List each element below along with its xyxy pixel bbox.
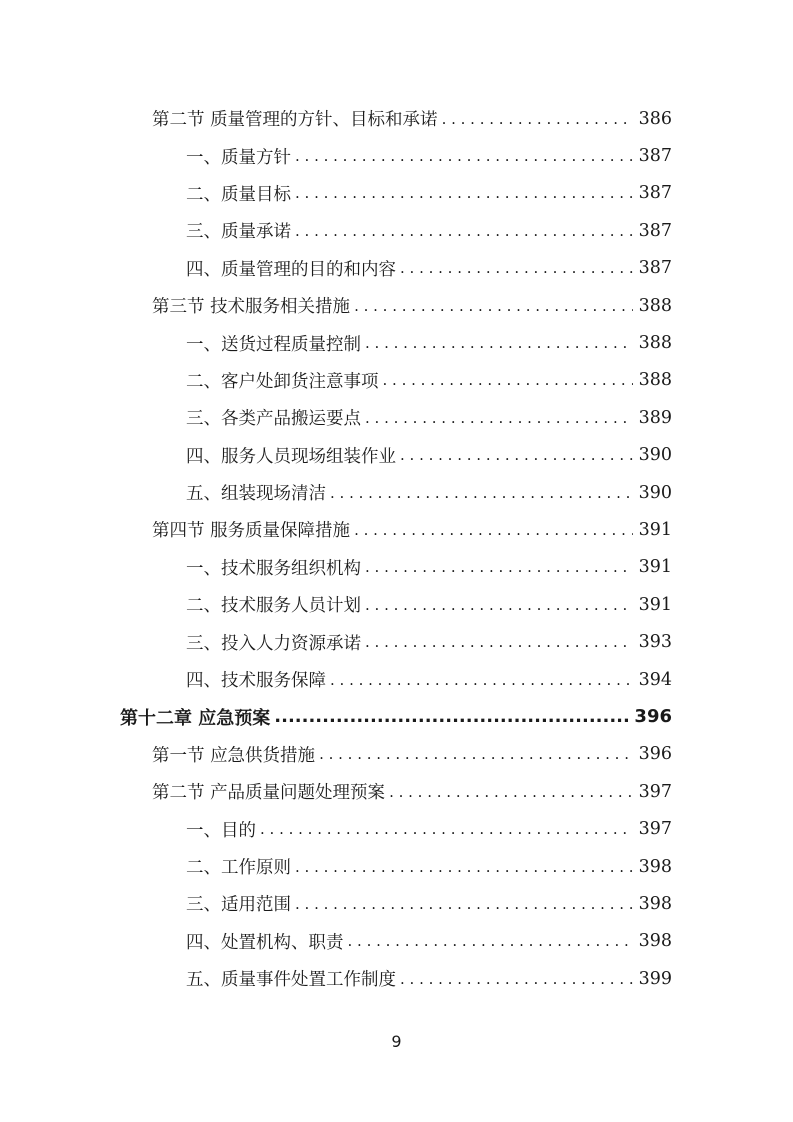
toc-entry-title: 二、工作原则 — [186, 858, 291, 878]
toc-entry-page: 387 — [638, 258, 672, 279]
dot-leader — [389, 783, 633, 801]
toc-entry-page: 397 — [638, 781, 672, 802]
dot-leader — [365, 633, 633, 651]
toc-entry-section[interactable] — [0, 736, 672, 773]
toc-entry-item[interactable] — [0, 810, 672, 847]
toc-entry-title: 第十二章 应急预案 — [120, 707, 271, 729]
dot-leader — [365, 596, 633, 614]
toc-entry-title: 四、技术服务保障 — [186, 671, 326, 692]
dot-leader — [383, 371, 633, 389]
toc-entry-section[interactable] — [0, 100, 672, 137]
toc-entry-title: 三、投入人力资源承诺 — [186, 633, 361, 654]
toc-entry-item[interactable] — [0, 623, 672, 660]
dot-leader — [330, 484, 633, 502]
toc-entry-chapter[interactable] — [0, 698, 672, 735]
toc-entry-page: 388 — [638, 333, 672, 354]
dot-leader — [295, 895, 633, 913]
toc-entry-title: 四、质量管理的目的和内容 — [186, 259, 396, 280]
toc-entry-title: 一、技术服务组织机构 — [186, 558, 361, 579]
toc-entry-page: 398 — [638, 931, 672, 952]
toc-entry-title: 第一节 应急供货措施 — [152, 745, 316, 766]
dot-leader — [295, 858, 633, 876]
toc-entry-page: 391 — [638, 557, 672, 578]
dot-leader — [354, 297, 633, 315]
toc-entry-page: 387 — [638, 146, 672, 167]
toc-entry-page: 387 — [638, 220, 672, 241]
toc-entry-page: 390 — [638, 482, 672, 503]
toc-entry-item[interactable] — [0, 661, 672, 698]
toc-entry-page: 396 — [638, 744, 672, 765]
toc-entry-title: 一、送货过程质量控制 — [186, 334, 361, 355]
toc-entry-title: 二、技术服务人员计划 — [186, 596, 361, 617]
dot-leader — [260, 820, 633, 838]
dot-leader — [400, 446, 633, 464]
toc-entry-item[interactable] — [0, 923, 672, 960]
toc-entry-title: 四、服务人员现场组装作业 — [186, 446, 396, 467]
dot-leader — [274, 706, 628, 727]
toc-entry-item[interactable] — [0, 549, 672, 586]
toc-entry-title: 三、适用范围 — [186, 895, 291, 916]
toc-entry-item[interactable] — [0, 885, 672, 922]
page-number: 9 — [391, 1032, 402, 1051]
toc-entry-item[interactable] — [0, 474, 672, 511]
toc-entry-page: 391 — [638, 519, 672, 540]
toc-entry-title: 二、质量目标 — [186, 184, 291, 205]
dot-leader — [319, 745, 633, 763]
dot-leader — [348, 932, 633, 950]
toc-entry-item[interactable] — [0, 175, 672, 212]
dot-leader — [295, 184, 633, 202]
toc-entry-item[interactable] — [0, 437, 672, 474]
toc-entry-item[interactable] — [0, 586, 672, 623]
toc-entry-item[interactable] — [0, 324, 672, 361]
dot-leader — [442, 110, 633, 128]
toc-entry-title: 三、质量承诺 — [186, 222, 291, 243]
toc-entry-title: 一、质量方针 — [186, 147, 291, 168]
dot-leader — [295, 147, 633, 165]
toc-entry-title: 三、各类产品搬运要点 — [186, 409, 361, 430]
dot-leader — [295, 222, 633, 240]
dot-leader — [354, 521, 633, 539]
toc-entry-item[interactable] — [0, 399, 672, 436]
toc-entry-title: 五、质量事件处置工作制度 — [186, 970, 396, 991]
toc-entry-page: 391 — [638, 594, 672, 615]
table-of-contents — [0, 100, 793, 997]
toc-entry-item[interactable] — [0, 250, 672, 287]
toc-entry-item[interactable] — [0, 960, 672, 997]
toc-entry-title: 第二节 产品质量问题处理预案 — [152, 783, 386, 804]
toc-entry-page: 398 — [638, 893, 672, 914]
toc-entry-page: 390 — [638, 445, 672, 466]
dot-leader — [365, 334, 633, 352]
toc-entry-item[interactable] — [0, 362, 672, 399]
toc-entry-page: 389 — [638, 407, 672, 428]
toc-entry-title: 四、处置机构、职责 — [186, 932, 344, 953]
toc-entry-page: 396 — [634, 706, 672, 728]
dot-leader — [400, 259, 633, 277]
toc-entry-page: 398 — [638, 856, 672, 877]
dot-leader — [365, 409, 633, 427]
toc-entry-page: 394 — [638, 669, 672, 690]
toc-entry-item[interactable] — [0, 848, 672, 885]
toc-entry-title: 一、目的 — [186, 820, 256, 841]
toc-entry-item[interactable] — [0, 212, 672, 249]
toc-entry-section[interactable] — [0, 287, 672, 324]
toc-entry-title: 第二节 质量管理的方针、目标和承诺 — [152, 110, 438, 131]
toc-entry-title: 第四节 服务质量保障措施 — [152, 521, 351, 542]
toc-entry-page: 393 — [638, 632, 672, 653]
toc-entry-page: 386 — [638, 108, 672, 129]
toc-entry-page: 387 — [638, 183, 672, 204]
toc-entry-page: 388 — [638, 370, 672, 391]
toc-entry-title: 二、客户处卸货注意事项 — [186, 371, 379, 392]
dot-leader — [365, 558, 633, 576]
toc-entry-page: 397 — [638, 819, 672, 840]
toc-entry-section[interactable] — [0, 773, 672, 810]
toc-entry-section[interactable] — [0, 511, 672, 548]
toc-entry-page: 399 — [638, 968, 672, 989]
dot-leader — [330, 671, 633, 689]
toc-entry-page: 388 — [638, 295, 672, 316]
toc-entry-item[interactable] — [0, 137, 672, 174]
toc-entry-title: 五、组装现场清洁 — [186, 484, 326, 505]
dot-leader — [400, 970, 633, 988]
toc-entry-title: 第三节 技术服务相关措施 — [152, 297, 351, 318]
